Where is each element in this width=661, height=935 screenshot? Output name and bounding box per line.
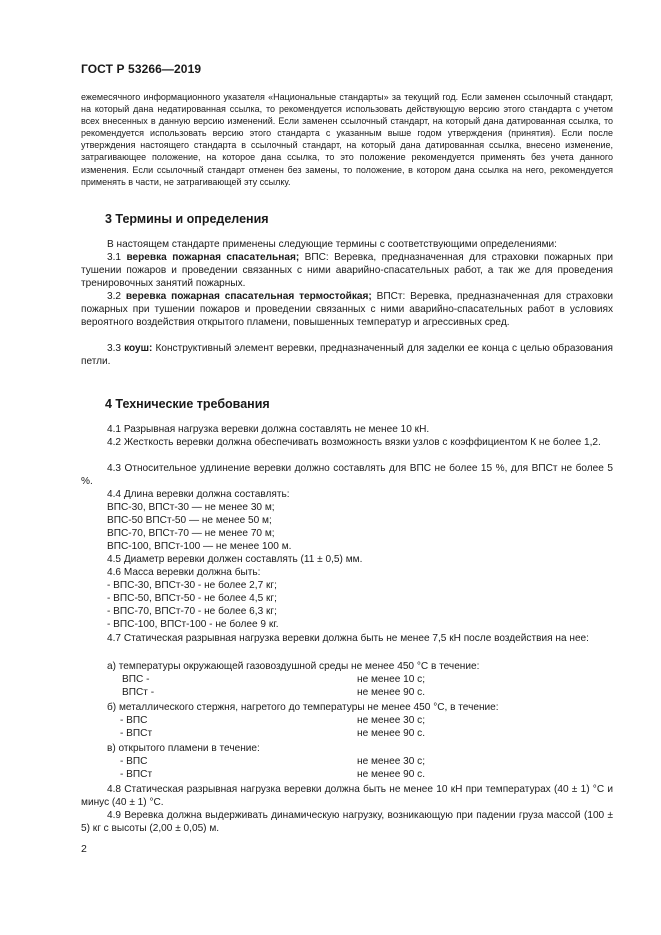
condition-c-name: - ВПСт (120, 769, 153, 780)
section-3-title: 3 Термины и определения (105, 212, 269, 226)
req-4-7: 4.7 Статическая разрывная нагрузка веревки должна быть не менее 7,5 кН после воздействия на нее: (107, 633, 589, 644)
condition-b-name: - ВПС (120, 715, 148, 726)
condition-b-name: - ВПСт (120, 728, 153, 739)
mass-item: - ВПС-70, ВПСт-70 - не более 6,3 кг; (107, 606, 277, 617)
condition-b-value: не менее 30 с; (357, 715, 426, 726)
page-number: 2 (81, 843, 87, 855)
term-3-3-name: коуш: (124, 343, 153, 354)
length-item: ВПС-30, ВПСт-30 — не менее 30 м; (107, 502, 275, 513)
length-item: ВПС-100, ВПСт-100 — не менее 100 м. (107, 541, 292, 552)
term-3-1-num: 3.1 (107, 252, 127, 263)
term-3-3-num: 3.3 (107, 343, 125, 354)
term-3-3-text: Конструктивный элемент веревки, предназначенный для заделки ее конца с целью образования петли. (81, 343, 613, 367)
term-3-2-text: ВПСт: Веревка, предназначенная для страховки пожарных при тушении пожаров и проведении связанных с ними аварийно-спасательных работ в условиях вероятного воздействия открытого пламени, повышенных температур и агрессивных сред. (81, 291, 613, 328)
length-item: ВПС-50 ВПСт-50 — не менее 50 м; (107, 515, 272, 526)
req-4-2: 4.2 Жесткость веревки должна обеспечивать возможность вязки узлов с коэффициентом К не более 1,2. (107, 437, 601, 448)
condition-a-label: а) температуры окружающей газовоздушной среды не менее 450 °С в течение: (107, 661, 480, 672)
mass-item: - ВПС-50, ВПСт-50 - не более 4,5 кг; (107, 593, 277, 604)
section-3-lead: В настоящем стандарте применены следующие термины с соответствующими определениями: (107, 239, 557, 250)
condition-a-value: не менее 10 с; (357, 674, 426, 685)
condition-a-value: не менее 90 с. (357, 687, 426, 698)
req-4-9: 4.9 Веревка должна выдерживать динамическую нагрузку, возникающую при падении груза массой (100 ± 5) кг с высоты (2,00 ± 0,05) м. (81, 810, 613, 834)
term-3-2 (81, 290, 613, 329)
condition-b-label: б) металлического стержня, нагретого до температуры не менее 450 °С, в течение: (107, 702, 499, 713)
term-3-2-num: 3.2 (107, 291, 126, 302)
length-item: ВПС-70, ВПСт-70 — не менее 70 м; (107, 528, 275, 539)
term-3-1-text: ВПС: Веревка, предназначенная для страховки пожарных при тушении пожаров и проведении связанных с ними аварийно-спасательных работ, а так же для проведения тренировочных занятий пожарных. (81, 252, 614, 289)
condition-c-name: - ВПС (120, 756, 148, 767)
req-4-6: 4.6 Масса веревки должна быть: (107, 567, 261, 578)
req-4-8: 4.8 Статическая разрывная нагрузка веревки должна быть не менее 10 кН при температурах (40 ± 1) °С и минус (40 ± 1) °С. (81, 784, 613, 808)
condition-c-label: в) открытого пламени в течение: (107, 743, 260, 754)
req-4-5: 4.5 Диаметр веревки должен составлять (11 ± 0,5) мм. (107, 554, 363, 565)
term-3-2-name: веревка пожарная спасательная термостойкая; (125, 291, 372, 302)
req-4-1: 4.1 Разрывная нагрузка веревки должна составлять не менее 10 кН. (107, 424, 430, 435)
section-4-title: 4 Технические требования (105, 397, 270, 411)
req-4-4: 4.4 Длина веревки должна составлять: (107, 489, 290, 500)
condition-c-value: не менее 90 с. (357, 769, 426, 780)
condition-c-value: не менее 30 с; (357, 756, 426, 767)
term-3-1-name: веревка пожарная спасательная; (126, 252, 300, 263)
intro-paragraph: ежемесячного информационного указателя «Национальные стандарты» за текущий год. Если заменен ссылочный стандарт, на который дана недатированная ссылка, то рекомендуется использовать действующую версию этого стандарта с учетом всех внесенных в данную версию изменений. Если заменен ссылочный стандарт, на который дана датированная ссылка, то рекомендуется использовать версию этого стандарта с указанным выше годом утверждения (принятия). Если после утверждения настоящего стандарта в ссылочный стандарт, на который дана датированная ссылка, внесено изменение, затрагивающее положение, на которое дана ссылка, то это положение рекомендуется применять без учета данного изменения. Если ссылочный стандарт отменен без замены, то положение, в котором дана ссылка на него, рекомендуется применять в части, не затрагивающей эту ссылку. (81, 92, 613, 187)
mass-item: - ВПС-30, ВПСт-30 - не более 2,7 кг; (107, 580, 277, 591)
condition-b-value: не менее 90 с. (357, 728, 426, 739)
condition-a-name: ВПС - (122, 674, 150, 685)
document-header: ГОСТ Р 53266—2019 (81, 62, 202, 76)
mass-item: - ВПС-100, ВПСт-100 - не более 9 кг. (107, 619, 279, 630)
term-3-1 (81, 251, 613, 290)
term-3-3 (81, 342, 613, 368)
condition-a-name: ВПСт - (122, 687, 155, 698)
req-4-3: 4.3 Относительное удлинение веревки должно составлять для ВПС не более 15 %, для ВПСт не более 5 %. (81, 463, 613, 487)
